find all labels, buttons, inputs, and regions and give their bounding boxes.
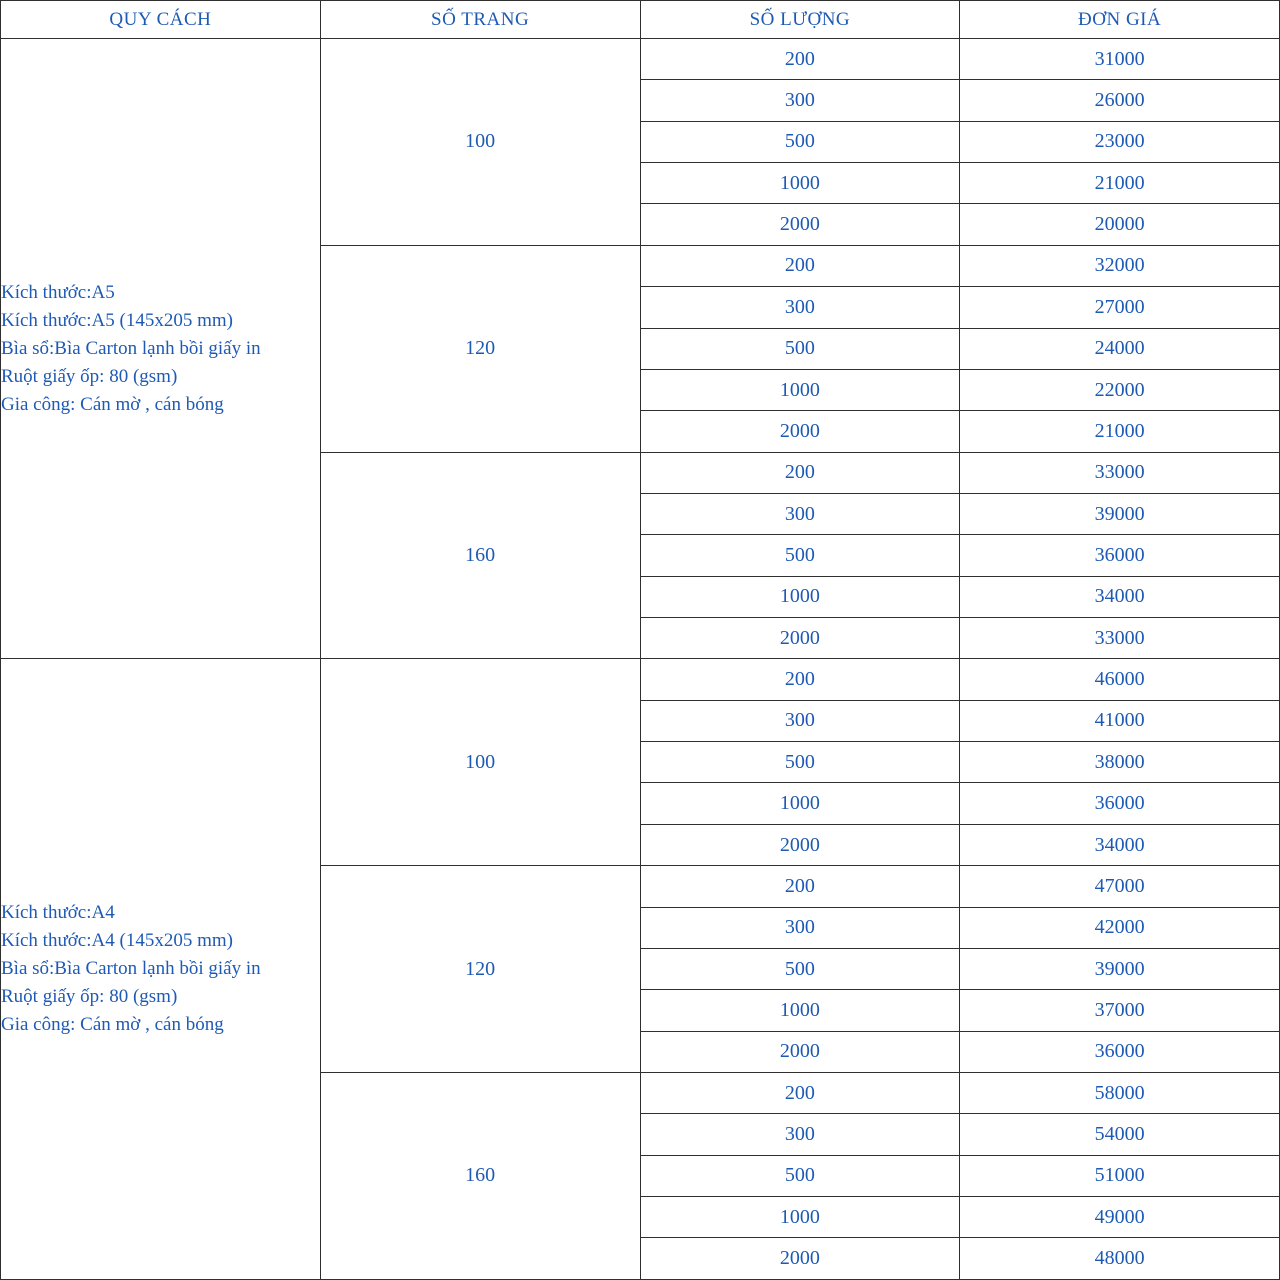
- pages-cell: 160: [320, 1072, 640, 1279]
- quantity-cell: 300: [640, 907, 960, 948]
- price-cell: 39000: [960, 493, 1280, 534]
- quantity-cell: 500: [640, 742, 960, 783]
- price-cell: 46000: [960, 659, 1280, 700]
- pages-cell: 100: [320, 39, 640, 246]
- price-cell: 33000: [960, 452, 1280, 493]
- quantity-cell: 300: [640, 493, 960, 534]
- quantity-cell: 2000: [640, 411, 960, 452]
- quantity-cell: 500: [640, 121, 960, 162]
- price-cell: 58000: [960, 1072, 1280, 1113]
- quantity-cell: 2000: [640, 824, 960, 865]
- price-cell: 26000: [960, 80, 1280, 121]
- quantity-cell: 500: [640, 948, 960, 989]
- price-cell: 51000: [960, 1155, 1280, 1196]
- price-cell: 34000: [960, 824, 1280, 865]
- price-cell: 20000: [960, 204, 1280, 245]
- quantity-cell: 200: [640, 866, 960, 907]
- price-cell: 23000: [960, 121, 1280, 162]
- quantity-cell: 500: [640, 535, 960, 576]
- product-spec-line: Ruột giấy ốp: 80 (gsm): [1, 365, 178, 387]
- quantity-cell: 500: [640, 328, 960, 369]
- quantity-cell: 300: [640, 700, 960, 741]
- price-cell: 36000: [960, 535, 1280, 576]
- price-cell: 41000: [960, 700, 1280, 741]
- quantity-cell: 200: [640, 39, 960, 80]
- price-cell: 21000: [960, 163, 1280, 204]
- price-cell: 32000: [960, 245, 1280, 286]
- pages-cell: 100: [320, 659, 640, 866]
- quantity-cell: 1000: [640, 576, 960, 617]
- price-cell: 42000: [960, 907, 1280, 948]
- quantity-cell: 2000: [640, 618, 960, 659]
- price-cell: 37000: [960, 990, 1280, 1031]
- table-row: [1, 659, 1280, 700]
- quantity-cell: 1000: [640, 369, 960, 410]
- quantity-cell: 300: [640, 287, 960, 328]
- price-cell: 39000: [960, 948, 1280, 989]
- quantity-cell: 200: [640, 452, 960, 493]
- quantity-cell: 1000: [640, 163, 960, 204]
- price-cell: 49000: [960, 1197, 1280, 1238]
- column-header-1: SỐ TRANG: [320, 1, 640, 39]
- quantity-cell: 200: [640, 245, 960, 286]
- product-spec-line: Bìa sổ:Bìa Carton lạnh bồi giấy in: [1, 958, 261, 980]
- price-cell: 22000: [960, 369, 1280, 410]
- product-spec-line: Kích thước:A4 (145x205 mm): [1, 930, 233, 952]
- pages-cell: 120: [320, 245, 640, 452]
- product-spec-cell: [1, 39, 321, 659]
- product-spec-line: Gia công: Cán mờ , cán bóng: [1, 393, 224, 415]
- quantity-cell: 200: [640, 1072, 960, 1113]
- product-spec-line: Kích thước:A5 (145x205 mm): [1, 309, 233, 331]
- price-cell: 36000: [960, 1031, 1280, 1072]
- product-spec-line: Kích thước:A5: [1, 281, 115, 303]
- product-spec-line: Bìa sổ:Bìa Carton lạnh bồi giấy in: [1, 337, 261, 359]
- product-spec-line: Ruột giấy ốp: 80 (gsm): [1, 986, 178, 1008]
- price-cell: 31000: [960, 39, 1280, 80]
- price-cell: 54000: [960, 1114, 1280, 1155]
- quantity-cell: 2000: [640, 204, 960, 245]
- price-cell: 34000: [960, 576, 1280, 617]
- price-cell: 33000: [960, 618, 1280, 659]
- price-cell: 47000: [960, 866, 1280, 907]
- product-spec-line: Gia công: Cán mờ , cán bóng: [1, 1014, 224, 1036]
- pricing-table-body: [1, 39, 1280, 1280]
- price-cell: 38000: [960, 742, 1280, 783]
- quantity-cell: 300: [640, 80, 960, 121]
- quantity-cell: 1000: [640, 990, 960, 1031]
- price-cell: 36000: [960, 783, 1280, 824]
- quantity-cell: 500: [640, 1155, 960, 1196]
- table-row: [1, 39, 1280, 80]
- pages-cell: 160: [320, 452, 640, 659]
- quantity-cell: 2000: [640, 1031, 960, 1072]
- price-cell: 48000: [960, 1238, 1280, 1280]
- price-cell: 27000: [960, 287, 1280, 328]
- product-spec-line: Kích thước:A4: [1, 902, 115, 924]
- quantity-cell: 200: [640, 659, 960, 700]
- quantity-cell: 300: [640, 1114, 960, 1155]
- product-spec-cell: [1, 659, 321, 1280]
- pages-cell: 120: [320, 866, 640, 1073]
- column-header-0: QUY CÁCH: [1, 1, 321, 39]
- column-header-3: ĐƠN GIÁ: [960, 1, 1280, 39]
- header-row: [1, 1, 1280, 39]
- quantity-cell: 1000: [640, 783, 960, 824]
- quantity-cell: 1000: [640, 1197, 960, 1238]
- column-header-2: SỐ LƯỢNG: [640, 1, 960, 39]
- quantity-cell: 2000: [640, 1238, 960, 1280]
- price-cell: 24000: [960, 328, 1280, 369]
- price-cell: 21000: [960, 411, 1280, 452]
